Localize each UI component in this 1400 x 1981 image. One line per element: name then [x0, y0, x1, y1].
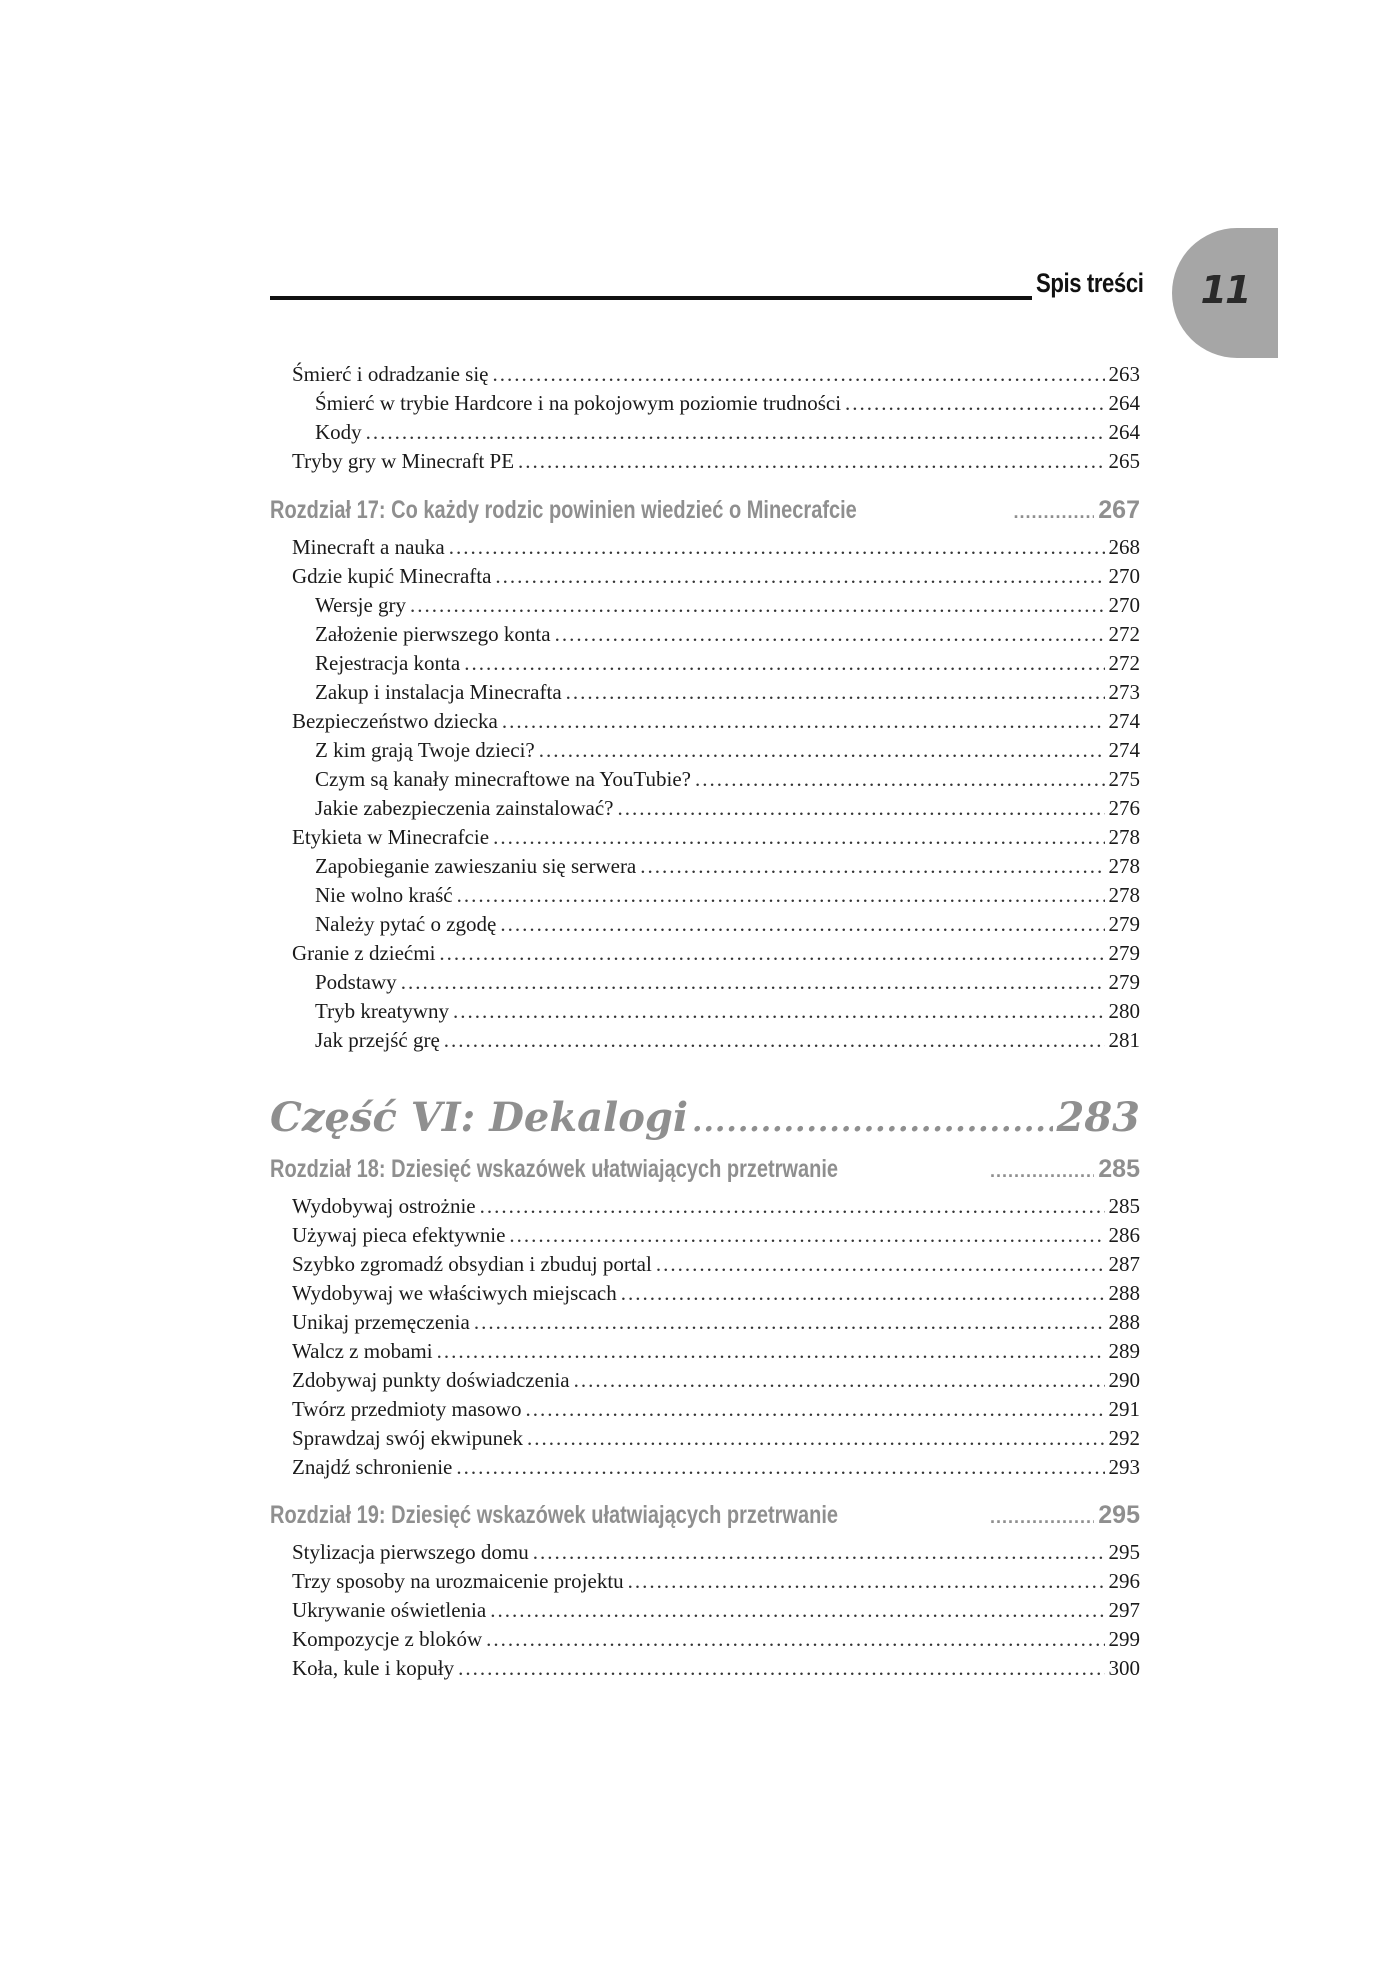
chapter-title: Rozdział 19: Dziesięć wskazówek ułatwiających przetrwanie [270, 1501, 838, 1529]
toc-entry-page: 270 [1108, 593, 1140, 617]
toc-entry[interactable] [292, 1538, 1140, 1566]
toc-entry[interactable] [292, 707, 1140, 735]
toc-entry[interactable] [315, 678, 1140, 706]
toc-entry-label: Twórz przedmioty masowo [292, 1397, 522, 1421]
toc-entry-page: 278 [1108, 883, 1140, 907]
toc-entry[interactable] [292, 1453, 1140, 1481]
toc-entry-label: Używaj pieca efektywnie [292, 1223, 506, 1247]
dot-leader [518, 447, 1104, 475]
part-page: 283 [1056, 1094, 1140, 1141]
toc-entry-page: 281 [1108, 1028, 1140, 1052]
toc-entry-page: 272 [1108, 651, 1140, 675]
toc-entry[interactable] [315, 794, 1140, 822]
dot-leader [640, 852, 1104, 880]
toc-entry-label: Rejestracja konta [315, 651, 461, 675]
toc-part-heading[interactable] [270, 1093, 1140, 1143]
toc-entry-label: Trzy sposoby na urozmaicenie projektu [292, 1569, 624, 1593]
dot-leader [410, 591, 1104, 619]
dot-leader [464, 649, 1104, 677]
toc-entry-page: 292 [1108, 1426, 1140, 1450]
toc-entry-page: 273 [1108, 680, 1140, 704]
toc-entry-page: 272 [1108, 622, 1140, 646]
dot-leader [449, 533, 1105, 561]
toc-entry[interactable] [315, 1026, 1140, 1054]
dot-leader [509, 1221, 1104, 1249]
dot-leader [628, 1567, 1105, 1595]
toc-entry-label: Gdzie kupić Minecrafta [292, 564, 492, 588]
dot-leader [502, 707, 1105, 735]
toc-entry-label: Zapobieganie zawieszaniu się serwera [315, 854, 637, 878]
dot-leader [525, 1395, 1104, 1423]
toc-entry[interactable] [292, 1596, 1140, 1624]
toc-entry[interactable] [292, 1424, 1140, 1452]
toc-entry[interactable] [315, 736, 1140, 764]
dot-leader [366, 418, 1105, 446]
dot-leader [990, 1155, 1094, 1187]
toc-entry[interactable] [315, 852, 1140, 880]
toc-entry-page: 288 [1108, 1310, 1140, 1334]
dot-leader [1014, 496, 1095, 528]
dot-leader [444, 1026, 1105, 1054]
toc-entry[interactable] [315, 997, 1140, 1025]
toc-entry-page: 289 [1108, 1339, 1140, 1363]
toc-entry-label: Kompozycje z bloków [292, 1627, 483, 1651]
toc-entry-page: 280 [1108, 999, 1140, 1023]
dot-leader [458, 1654, 1104, 1682]
toc-entry-page: 268 [1108, 535, 1140, 559]
toc-entry-label: Koła, kule i kopuły [292, 1656, 455, 1680]
page-number: 11 [1200, 268, 1250, 312]
dot-leader [574, 1366, 1105, 1394]
toc-entry[interactable] [292, 562, 1140, 590]
toc-entry-label: Założenie pierwszego konta [315, 622, 551, 646]
toc-entry[interactable] [292, 1308, 1140, 1336]
toc-entry-page: 285 [1108, 1194, 1140, 1218]
toc-entry[interactable] [292, 447, 1140, 475]
chapter-title: Rozdział 17: Co każdy rodzic powinien wiedzieć o Minecrafcie [270, 496, 857, 524]
toc-entry-page: 295 [1108, 1540, 1140, 1564]
toc-entry[interactable] [315, 881, 1140, 909]
toc-entry-label: Jakie zabezpieczenia zainstalować? [315, 796, 614, 820]
dot-leader [527, 1424, 1105, 1452]
toc-entry-page: 297 [1108, 1598, 1140, 1622]
toc-entry-label: Jak przejść grę [315, 1028, 440, 1052]
toc-entry-page: 296 [1108, 1569, 1140, 1593]
toc-entry[interactable] [315, 765, 1140, 793]
toc-entry[interactable] [315, 968, 1140, 996]
dot-leader [457, 881, 1105, 909]
toc-entry-label: Śmierć i odradzanie się [292, 362, 489, 386]
toc-entry-label: Tryb kreatywny [315, 999, 449, 1023]
dot-leader [656, 1250, 1105, 1278]
toc-entry[interactable] [292, 1250, 1140, 1278]
dot-leader [474, 1308, 1105, 1336]
toc-entry-page: 264 [1108, 420, 1140, 444]
toc-entry[interactable] [292, 1567, 1140, 1595]
dot-leader [692, 1097, 1052, 1147]
toc-entry-label: Minecraft a nauka [292, 535, 445, 559]
toc-entry[interactable] [315, 620, 1140, 648]
toc-entry-page: 279 [1108, 912, 1140, 936]
toc-entry-label: Nie wolno kraść [315, 883, 453, 907]
toc-entry-label: Zakup i instalacja Minecrafta [315, 680, 562, 704]
toc-entry-page: 276 [1108, 796, 1140, 820]
dot-leader [456, 1453, 1104, 1481]
toc-entry[interactable] [292, 1279, 1140, 1307]
toc-entry-label: Wydobywaj we właściwych miejscach [292, 1281, 617, 1305]
toc-entry-page: 286 [1108, 1223, 1140, 1247]
toc-entry[interactable] [292, 1337, 1140, 1365]
toc-entry[interactable] [315, 418, 1140, 446]
toc-entry[interactable] [292, 1625, 1140, 1653]
chapter-page: 295 [1098, 1501, 1140, 1529]
dot-leader [533, 1538, 1105, 1566]
toc-entry-label: Bezpieczeństwo dziecka [292, 709, 498, 733]
toc-entry-label: Szybko zgromadź obsydian i zbuduj portal [292, 1252, 652, 1276]
toc-entry[interactable] [292, 1654, 1140, 1682]
toc-entry-label: Podstawy [315, 970, 397, 994]
toc-entry-page: 278 [1108, 854, 1140, 878]
dot-leader [617, 794, 1104, 822]
toc-entry-page: 274 [1108, 709, 1140, 733]
toc-entry-page: 264 [1108, 391, 1140, 415]
dot-leader [490, 1596, 1104, 1624]
toc-entry-label: Stylizacja pierwszego domu [292, 1540, 529, 1564]
running-title: Spis treści [1036, 268, 1144, 298]
toc-entry-label: Unikaj przemęczenia [292, 1310, 470, 1334]
toc-entry-page: 287 [1108, 1252, 1140, 1276]
toc-entry-page: 290 [1108, 1368, 1140, 1392]
toc-chapter-heading[interactable] [270, 1153, 1140, 1185]
toc-entry-label: Z kim grają Twoje dzieci? [315, 738, 535, 762]
toc-entry[interactable] [292, 533, 1140, 561]
toc-entry-label: Granie z dziećmi [292, 941, 436, 965]
toc-entry-label: Czym są kanały minecraftowe na YouTubie? [315, 767, 691, 791]
dot-leader [990, 1501, 1094, 1533]
dot-leader [500, 910, 1104, 938]
toc-entry-page: 293 [1108, 1455, 1140, 1479]
toc-entry[interactable] [292, 1395, 1140, 1423]
toc-entry-page: 278 [1108, 825, 1140, 849]
toc-entry-label: Śmierć w trybie Hardcore i na pokojowym poziomie trudności [315, 391, 842, 415]
toc-entry-label: Ukrywanie oświetlenia [292, 1598, 487, 1622]
toc-entry[interactable] [292, 1221, 1140, 1249]
header-rule [270, 296, 1032, 300]
dot-leader [439, 939, 1104, 967]
dot-leader [539, 736, 1105, 764]
dot-leader [437, 1337, 1105, 1365]
toc-entry-page: 279 [1108, 970, 1140, 994]
toc-entry-page: 279 [1108, 941, 1140, 965]
toc-entry-page: 263 [1108, 362, 1140, 386]
dot-leader [566, 678, 1105, 706]
toc-entry-page: 270 [1108, 564, 1140, 588]
dot-leader [695, 765, 1105, 793]
toc-chapter-heading[interactable] [270, 494, 1140, 526]
toc-entry[interactable] [315, 910, 1140, 938]
toc-entry-label: Znajdź schronienie [292, 1455, 453, 1479]
dot-leader [493, 360, 1105, 388]
toc-entry-label: Etykieta w Minecrafcie [292, 825, 490, 849]
toc-chapter-heading[interactable] [270, 1499, 1140, 1531]
part-title: Część VI: Dekalogi [270, 1094, 689, 1141]
toc-entry-label: Tryby gry w Minecraft PE [292, 449, 515, 473]
toc-entry[interactable] [315, 389, 1140, 417]
toc-entry-label: Zdobywaj punkty doświadczenia [292, 1368, 570, 1392]
toc-entry-label: Kody [315, 420, 362, 444]
toc-entry[interactable] [315, 591, 1140, 619]
dot-leader [493, 823, 1104, 851]
dot-leader [480, 1192, 1105, 1220]
dot-leader [486, 1625, 1104, 1653]
dot-leader [845, 389, 1104, 417]
chapter-page: 267 [1098, 496, 1140, 524]
toc-entry[interactable] [292, 939, 1140, 967]
toc-entry-page: 275 [1108, 767, 1140, 791]
toc-entry-label: Należy pytać o zgodę [315, 912, 497, 936]
dot-leader [621, 1279, 1105, 1307]
toc-entry-label: Walcz z mobami [292, 1339, 433, 1363]
toc-entry-page: 291 [1108, 1397, 1140, 1421]
dot-leader [401, 968, 1105, 996]
dot-leader [555, 620, 1105, 648]
toc-entry-page: 274 [1108, 738, 1140, 762]
toc-entry[interactable] [292, 360, 1140, 388]
toc-entry-page: 265 [1108, 449, 1140, 473]
toc-entry-label: Sprawdzaj swój ekwipunek [292, 1426, 523, 1450]
toc-entry[interactable] [292, 1192, 1140, 1220]
chapter-title: Rozdział 18: Dziesięć wskazówek ułatwiających przetrwanie [270, 1155, 838, 1183]
toc-entry-page: 299 [1108, 1627, 1140, 1651]
toc-entry[interactable] [292, 823, 1140, 851]
toc-entry-page: 288 [1108, 1281, 1140, 1305]
toc-entry-page: 300 [1108, 1656, 1140, 1680]
toc-entry[interactable] [292, 1366, 1140, 1394]
toc-entry-label: Wersje gry [315, 593, 407, 617]
dot-leader [495, 562, 1104, 590]
toc-entry[interactable] [315, 649, 1140, 677]
toc-entry-label: Wydobywaj ostrożnie [292, 1194, 476, 1218]
chapter-page: 285 [1098, 1155, 1140, 1183]
dot-leader [453, 997, 1105, 1025]
